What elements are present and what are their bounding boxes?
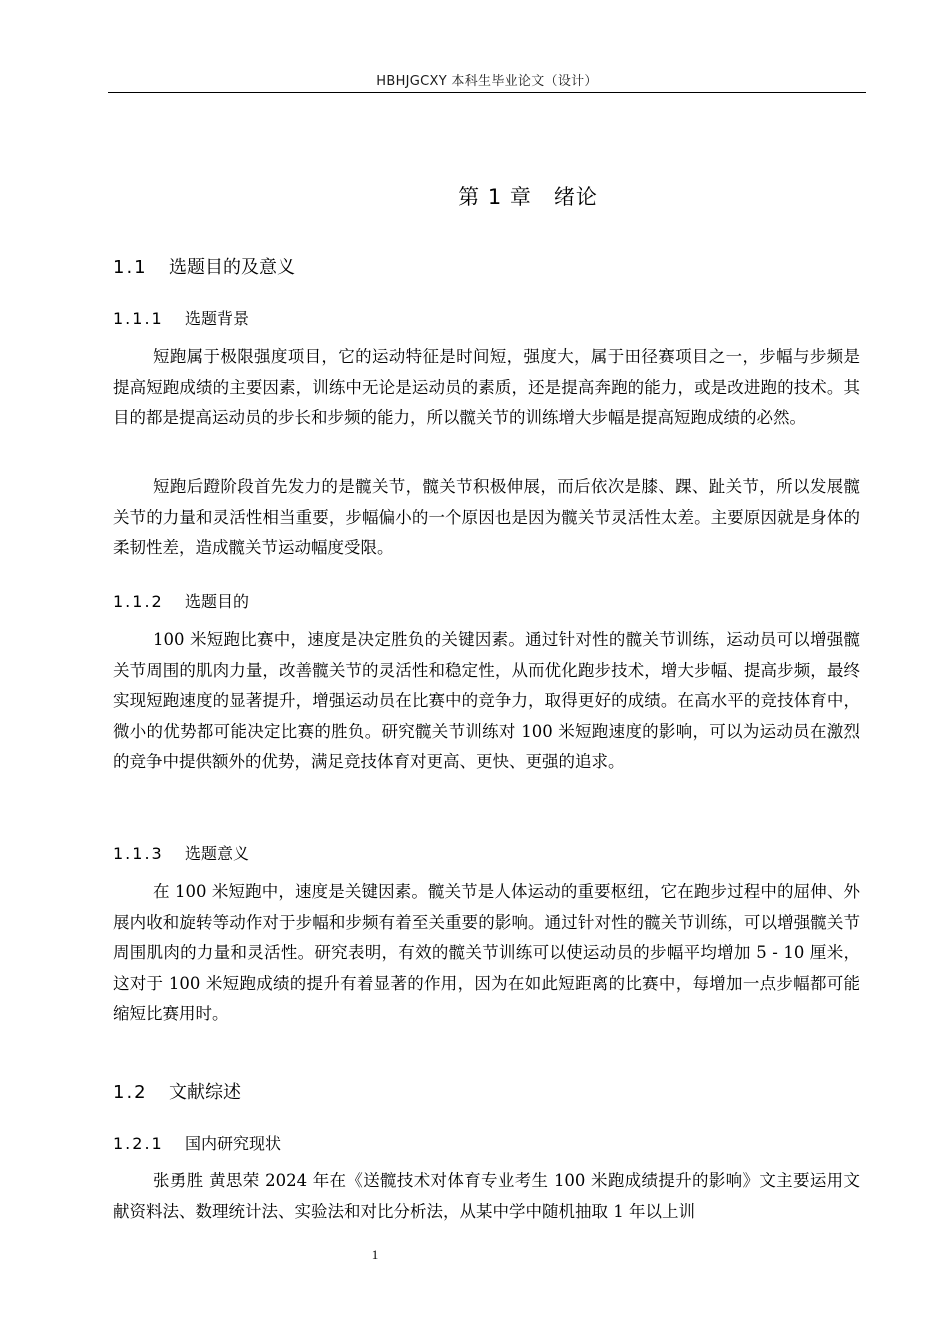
section-title: 文献综述 [169,1082,241,1103]
section-heading-1-1 [113,253,295,279]
subsection-heading-1-1-3 [113,841,249,864]
paragraph-purpose: 100 米短跑比赛中，速度是决定胜负的关键因素。通过针对性的髋关节训练，运动员可以增强髋关节周围的肌肉力量，改善髋关节的灵活性和稳定性，从而优化跑步技术，增大步幅、提高步频，最终实现短跑速度的显著提升，增强运动员在比赛中的竞争力，取得更好的成绩。在高水平的竞技体育中，微小的优势都可能决定比赛的胜负。研究髋关节训练对 100 米短跑速度的影响，可以为运动员在激烈的竞争中提供额外的优势，满足竞技体育对更高、更快、更强的追求。 [113,630,860,772]
section-number: 1.2 [113,1082,148,1103]
subsection-title: 选题背景 [185,309,250,328]
chapter-title: 第 1 章 绪论 [458,185,598,209]
subsection-number: 1.2.1 [113,1134,164,1153]
header-rule [108,92,866,93]
running-header: HBHJGCXY 本科生毕业论文（设计） [376,74,598,89]
section-heading-1-2 [113,1078,241,1104]
subsection-title: 国内研究现状 [185,1134,282,1153]
section-number: 1.1 [113,257,148,278]
subsection-title: 选题目的 [185,592,250,611]
paragraph-significance: 在 100 米短跑中，速度是关键因素。髋关节是人体运动的重要枢纽，它在跑步过程中的屈伸、外展内收和旋转等动作对于步幅和步频有着至关重要的影响。通过针对性的髋关节训练，可以增强髋关节周围肌肉的力量和灵活性。研究表明，有效的髋关节训练可以使运动员的步幅平均增加 5 - 10 厘米，这对于 100 米短跑成绩的提升有着显著的作用，因为在如此短距离的比赛中，每增加一点步幅都可能缩短比赛用时。 [113,882,860,1024]
section-title: 选题目的及意义 [169,257,295,278]
subsection-number: 1.1.3 [113,844,164,863]
paragraph-background-2: 短跑后蹬阶段首先发力的是髋关节，髋关节积极伸展，而后依次是膝、踝、趾关节，所以发展髋关节的力量和灵活性相当重要，步幅偏小的一个原因也是因为髋关节灵活性太差。主要原因就是身体的柔韧性差，造成髋关节运动幅度受限。 [113,477,860,558]
paragraph-domestic-research: 张勇胜 黄思荣 2024 年在《送髋技术对体育专业考生 100 米跑成绩提升的影响》文主要运用文献资料法、数理统计法、实验法和对比分析法，从某中学中随机抽取 1 年以上训 [113,1171,860,1221]
subsection-title: 选题意义 [185,844,250,863]
subsection-number: 1.1.1 [113,309,164,328]
subsection-number: 1.1.2 [113,592,164,611]
subsection-heading-1-1-1 [113,306,249,329]
subsection-heading-1-2-1 [113,1131,281,1154]
subsection-heading-1-1-2 [113,589,249,612]
paragraph-background-1: 短跑属于极限强度项目，它的运动特征是时间短，强度大，属于田径赛项目之一，步幅与步频是提高短跑成绩的主要因素，训练中无论是运动员的素质，还是提高奔跑的能力，或是改进跑的技术。其目的都是提高运动员的步长和步频的能力，所以髋关节的训练增大步幅是提高短跑成绩的必然。 [113,347,860,428]
page-number: 1 [371,1247,379,1262]
